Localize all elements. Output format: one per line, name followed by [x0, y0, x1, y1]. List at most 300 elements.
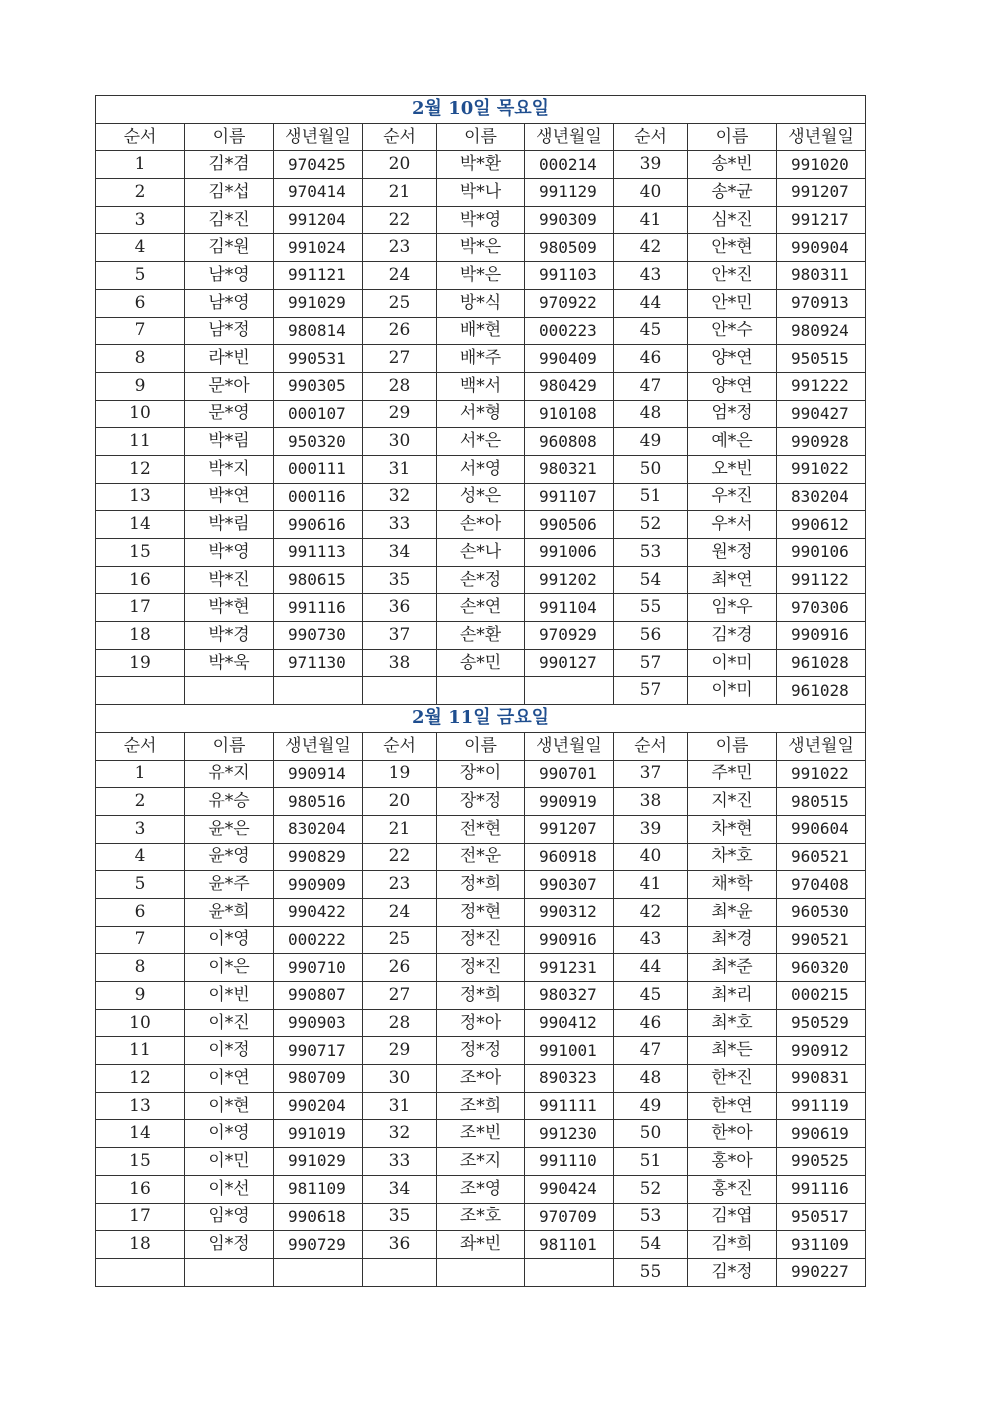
cell-name: 안*민	[688, 289, 777, 317]
cell-order: 8	[96, 954, 185, 982]
cell-order: 5	[96, 262, 185, 290]
cell-name: 남*영	[185, 262, 274, 290]
cell-birthdate: 991113	[274, 539, 363, 567]
column-header-order: 순서	[363, 123, 437, 151]
cell-birthdate: 991024	[274, 234, 363, 262]
cell-birthdate: 980321	[525, 455, 614, 483]
cell-name: 박*영	[437, 206, 525, 234]
cell-birthdate: 960808	[525, 428, 614, 456]
table-row	[96, 649, 866, 677]
cell-order: 2	[96, 788, 185, 816]
cell-order: 32	[363, 483, 437, 511]
cell-birthdate: 961028	[777, 649, 866, 677]
cell-name: 서*영	[437, 455, 525, 483]
cell-order: 19	[96, 649, 185, 677]
cell-birthdate: 991222	[777, 372, 866, 400]
cell-birthdate: 991204	[274, 206, 363, 234]
cell-birthdate: 990928	[777, 428, 866, 456]
table-row	[96, 179, 866, 207]
cell-order: 11	[96, 1037, 185, 1065]
cell-name: 한*진	[688, 1065, 777, 1093]
cell-order: 42	[614, 234, 688, 262]
cell-name: 예*은	[688, 428, 777, 456]
column-header-name: 이름	[437, 123, 525, 151]
cell-birthdate: 931109	[777, 1231, 866, 1259]
cell-birthdate: 990807	[274, 982, 363, 1010]
cell-name: 김*정	[688, 1258, 777, 1286]
cell-birthdate: 830204	[777, 483, 866, 511]
column-header-name: 이름	[185, 123, 274, 151]
cell-birthdate: 970929	[525, 622, 614, 650]
table-row	[96, 566, 866, 594]
cell-name: 임*정	[185, 1231, 274, 1259]
cell-order: 33	[363, 511, 437, 539]
cell-name: 정*희	[437, 982, 525, 1010]
table-row	[96, 1092, 866, 1120]
cell-name: 박*현	[185, 594, 274, 622]
cell-name: 양*연	[688, 372, 777, 400]
cell-name: 방*식	[437, 289, 525, 317]
cell-birthdate: 961028	[777, 677, 866, 705]
cell-order: 10	[96, 400, 185, 428]
cell-order: 3	[96, 206, 185, 234]
cell-name: 김*희	[688, 1231, 777, 1259]
cell-birthdate: 990427	[777, 400, 866, 428]
table-row	[96, 539, 866, 567]
table-row	[96, 262, 866, 290]
cell-name: 조*희	[437, 1092, 525, 1120]
cell-order: 34	[363, 539, 437, 567]
cell-birthdate: 990618	[274, 1203, 363, 1231]
cell-name: 한*연	[688, 1092, 777, 1120]
cell-name: 정*희	[437, 871, 525, 899]
column-header-order: 순서	[363, 732, 437, 760]
cell-order: 44	[614, 954, 688, 982]
cell-name: 차*호	[688, 843, 777, 871]
cell-order: 7	[96, 926, 185, 954]
cell-order: 54	[614, 566, 688, 594]
cell-order: 4	[96, 843, 185, 871]
cell-birthdate: 950517	[777, 1203, 866, 1231]
column-header-birthdate: 생년월일	[525, 123, 614, 151]
cell-birthdate: 000222	[274, 926, 363, 954]
table-row	[96, 677, 866, 705]
cell-birthdate: 990227	[777, 1258, 866, 1286]
cell-order: 15	[96, 539, 185, 567]
cell-order: 48	[614, 400, 688, 428]
cell-order: 12	[96, 455, 185, 483]
cell-birthdate: 981109	[274, 1175, 363, 1203]
cell-birthdate: 991202	[525, 566, 614, 594]
cell-birthdate: 970709	[525, 1203, 614, 1231]
cell-birthdate: 990912	[777, 1037, 866, 1065]
table-row	[96, 1203, 866, 1231]
cell-order: 3	[96, 815, 185, 843]
cell-birthdate: 991103	[525, 262, 614, 290]
cell-birthdate: 910108	[525, 400, 614, 428]
cell-order: 44	[614, 289, 688, 317]
cell-name: 임*영	[185, 1203, 274, 1231]
cell-order: 29	[363, 400, 437, 428]
cell-order: 51	[614, 483, 688, 511]
cell-birthdate: 991129	[525, 179, 614, 207]
cell-birthdate: 970306	[777, 594, 866, 622]
cell-name: 이*정	[185, 1037, 274, 1065]
cell-birthdate: 991006	[525, 539, 614, 567]
cell-order: 38	[363, 649, 437, 677]
cell-order: 17	[96, 594, 185, 622]
section-title-row	[96, 96, 866, 124]
cell-name: 손*정	[437, 566, 525, 594]
cell-name: 정*아	[437, 1009, 525, 1037]
table-row	[96, 1258, 866, 1286]
cell-order: 36	[363, 1231, 437, 1259]
cell-name	[437, 1258, 525, 1286]
cell-name: 박*림	[185, 428, 274, 456]
cell-birthdate: 990506	[525, 511, 614, 539]
column-header-birthdate: 생년월일	[274, 123, 363, 151]
cell-birthdate: 991230	[525, 1120, 614, 1148]
cell-name: 엄*정	[688, 400, 777, 428]
cell-birthdate: 980509	[525, 234, 614, 262]
cell-order: 1	[96, 151, 185, 179]
cell-name	[185, 1258, 274, 1286]
table-row	[96, 760, 866, 788]
cell-birthdate: 950320	[274, 428, 363, 456]
cell-name: 우*서	[688, 511, 777, 539]
cell-name: 조*아	[437, 1065, 525, 1093]
table-row	[96, 455, 866, 483]
cell-order: 27	[363, 982, 437, 1010]
cell-name: 정*현	[437, 898, 525, 926]
cell-name: 유*승	[185, 788, 274, 816]
cell-order: 20	[363, 788, 437, 816]
cell-order: 39	[614, 815, 688, 843]
cell-birthdate: 970913	[777, 289, 866, 317]
cell-birthdate: 990312	[525, 898, 614, 926]
cell-birthdate: 000107	[274, 400, 363, 428]
cell-name: 남*정	[185, 317, 274, 345]
cell-order: 1	[96, 760, 185, 788]
cell-name: 안*현	[688, 234, 777, 262]
cell-order: 16	[96, 1175, 185, 1203]
cell-order: 8	[96, 345, 185, 373]
cell-name: 장*정	[437, 788, 525, 816]
cell-name: 홍*진	[688, 1175, 777, 1203]
cell-name: 손*환	[437, 622, 525, 650]
table-row	[96, 1175, 866, 1203]
cell-order: 7	[96, 317, 185, 345]
table-row	[96, 926, 866, 954]
table-row	[96, 871, 866, 899]
cell-birthdate: 991111	[525, 1092, 614, 1120]
cell-order: 28	[363, 1009, 437, 1037]
table-row	[96, 1009, 866, 1037]
cell-order: 46	[614, 345, 688, 373]
cell-order: 34	[363, 1175, 437, 1203]
cell-birthdate: 990717	[274, 1037, 363, 1065]
cell-name: 우*진	[688, 483, 777, 511]
cell-birthdate: 000214	[525, 151, 614, 179]
cell-name: 장*이	[437, 760, 525, 788]
cell-order	[363, 677, 437, 705]
cell-name: 손*나	[437, 539, 525, 567]
column-header-name: 이름	[437, 732, 525, 760]
cell-order: 25	[363, 289, 437, 317]
cell-name: 양*연	[688, 345, 777, 373]
cell-birthdate: 990127	[525, 649, 614, 677]
cell-birthdate: 991119	[777, 1092, 866, 1120]
cell-birthdate: 991121	[274, 262, 363, 290]
cell-order: 56	[614, 622, 688, 650]
cell-birthdate: 990916	[777, 622, 866, 650]
cell-birthdate: 991207	[777, 179, 866, 207]
cell-birthdate: 830204	[274, 815, 363, 843]
cell-name: 백*서	[437, 372, 525, 400]
cell-birthdate: 990904	[777, 234, 866, 262]
cell-name: 손*아	[437, 511, 525, 539]
cell-name: 오*빈	[688, 455, 777, 483]
cell-order: 18	[96, 622, 185, 650]
cell-name: 주*민	[688, 760, 777, 788]
cell-order: 24	[363, 898, 437, 926]
cell-name: 라*빈	[185, 345, 274, 373]
cell-order: 2	[96, 179, 185, 207]
cell-order: 55	[614, 1258, 688, 1286]
cell-birthdate: 990619	[777, 1120, 866, 1148]
cell-order: 29	[363, 1037, 437, 1065]
table-row	[96, 1148, 866, 1176]
cell-birthdate: 991022	[777, 455, 866, 483]
cell-name: 문*영	[185, 400, 274, 428]
cell-birthdate: 980327	[525, 982, 614, 1010]
table-row	[96, 483, 866, 511]
cell-name: 배*현	[437, 317, 525, 345]
table-row	[96, 594, 866, 622]
cell-order: 46	[614, 1009, 688, 1037]
cell-order: 47	[614, 1037, 688, 1065]
cell-order: 18	[96, 1231, 185, 1259]
cell-birthdate: 990531	[274, 345, 363, 373]
cell-name: 박*지	[185, 455, 274, 483]
cell-birthdate: 980515	[777, 788, 866, 816]
cell-order: 40	[614, 179, 688, 207]
cell-order: 57	[614, 677, 688, 705]
cell-name: 최*든	[688, 1037, 777, 1065]
cell-order: 21	[363, 179, 437, 207]
cell-birthdate	[525, 677, 614, 705]
cell-birthdate	[274, 1258, 363, 1286]
cell-name: 이*현	[185, 1092, 274, 1120]
cell-birthdate: 991116	[777, 1175, 866, 1203]
schedule-table	[95, 95, 866, 1287]
cell-birthdate: 990831	[777, 1065, 866, 1093]
cell-name: 윤*영	[185, 843, 274, 871]
cell-order: 20	[363, 151, 437, 179]
cell-name: 이*은	[185, 954, 274, 982]
cell-name: 김*섭	[185, 179, 274, 207]
schedule-table-body	[96, 96, 866, 1287]
column-header-row	[96, 123, 866, 151]
cell-order: 22	[363, 206, 437, 234]
cell-name: 남*영	[185, 289, 274, 317]
cell-birthdate: 970425	[274, 151, 363, 179]
cell-order: 41	[614, 206, 688, 234]
cell-name	[437, 677, 525, 705]
cell-name: 조*호	[437, 1203, 525, 1231]
cell-name: 서*형	[437, 400, 525, 428]
cell-birthdate: 000111	[274, 455, 363, 483]
cell-birthdate: 960320	[777, 954, 866, 982]
cell-birthdate: 950515	[777, 345, 866, 373]
cell-name: 최*윤	[688, 898, 777, 926]
cell-order: 5	[96, 871, 185, 899]
cell-birthdate: 991107	[525, 483, 614, 511]
cell-birthdate: 990616	[274, 511, 363, 539]
cell-order: 16	[96, 566, 185, 594]
cell-name: 최*경	[688, 926, 777, 954]
cell-order: 37	[614, 760, 688, 788]
cell-order: 24	[363, 262, 437, 290]
cell-birthdate: 991029	[274, 1148, 363, 1176]
table-row	[96, 898, 866, 926]
cell-order: 31	[363, 1092, 437, 1120]
cell-order: 15	[96, 1148, 185, 1176]
cell-name: 원*정	[688, 539, 777, 567]
table-row	[96, 289, 866, 317]
cell-order: 23	[363, 871, 437, 899]
cell-name: 임*우	[688, 594, 777, 622]
cell-birthdate: 990919	[525, 788, 614, 816]
cell-birthdate: 990916	[525, 926, 614, 954]
cell-order: 36	[363, 594, 437, 622]
cell-order	[363, 1258, 437, 1286]
table-row	[96, 1065, 866, 1093]
cell-name: 김*경	[688, 622, 777, 650]
cell-name: 김*진	[185, 206, 274, 234]
cell-name: 박*나	[437, 179, 525, 207]
section-title: 2월 10일 목요일	[96, 96, 866, 124]
cell-name: 윤*희	[185, 898, 274, 926]
cell-birthdate: 990409	[525, 345, 614, 373]
cell-order: 57	[614, 649, 688, 677]
table-row	[96, 372, 866, 400]
table-row	[96, 428, 866, 456]
cell-name: 박*은	[437, 262, 525, 290]
cell-name: 박*은	[437, 234, 525, 262]
cell-name: 박*경	[185, 622, 274, 650]
cell-birthdate: 960918	[525, 843, 614, 871]
cell-birthdate: 991217	[777, 206, 866, 234]
cell-order: 55	[614, 594, 688, 622]
column-header-birthdate: 생년월일	[777, 732, 866, 760]
cell-birthdate: 990412	[525, 1009, 614, 1037]
column-header-birthdate: 생년월일	[525, 732, 614, 760]
cell-name: 박*연	[185, 483, 274, 511]
cell-birthdate: 980709	[274, 1065, 363, 1093]
cell-name: 홍*아	[688, 1148, 777, 1176]
cell-name: 좌*빈	[437, 1231, 525, 1259]
cell-order: 13	[96, 483, 185, 511]
cell-name: 김*엽	[688, 1203, 777, 1231]
cell-order: 35	[363, 1203, 437, 1231]
cell-birthdate: 991231	[525, 954, 614, 982]
cell-birthdate: 990729	[274, 1231, 363, 1259]
cell-name: 성*은	[437, 483, 525, 511]
cell-name: 박*영	[185, 539, 274, 567]
cell-order: 33	[363, 1148, 437, 1176]
cell-order: 37	[363, 622, 437, 650]
column-header-order: 순서	[614, 123, 688, 151]
cell-name: 이*빈	[185, 982, 274, 1010]
cell-birthdate: 970922	[525, 289, 614, 317]
cell-birthdate: 991029	[274, 289, 363, 317]
table-row	[96, 345, 866, 373]
cell-order: 17	[96, 1203, 185, 1231]
cell-order: 27	[363, 345, 437, 373]
cell-birthdate: 990829	[274, 843, 363, 871]
cell-name: 최*호	[688, 1009, 777, 1037]
cell-name: 채*학	[688, 871, 777, 899]
cell-order: 30	[363, 1065, 437, 1093]
cell-order: 51	[614, 1148, 688, 1176]
cell-order: 52	[614, 511, 688, 539]
table-row	[96, 511, 866, 539]
table-row	[96, 788, 866, 816]
cell-order: 26	[363, 954, 437, 982]
cell-birthdate: 980924	[777, 317, 866, 345]
cell-birthdate: 990309	[525, 206, 614, 234]
cell-order: 41	[614, 871, 688, 899]
cell-name: 이*민	[185, 1148, 274, 1176]
table-row	[96, 622, 866, 650]
cell-name: 윤*은	[185, 815, 274, 843]
cell-birthdate: 991104	[525, 594, 614, 622]
cell-order: 52	[614, 1175, 688, 1203]
cell-name: 송*균	[688, 179, 777, 207]
cell-birthdate: 000116	[274, 483, 363, 511]
cell-order: 54	[614, 1231, 688, 1259]
cell-birthdate: 990604	[777, 815, 866, 843]
cell-name: 조*빈	[437, 1120, 525, 1148]
cell-order: 49	[614, 1092, 688, 1120]
table-row	[96, 400, 866, 428]
cell-name: 박*진	[185, 566, 274, 594]
cell-order: 11	[96, 428, 185, 456]
cell-name: 정*진	[437, 926, 525, 954]
cell-order: 23	[363, 234, 437, 262]
cell-order: 21	[363, 815, 437, 843]
cell-birthdate: 971130	[274, 649, 363, 677]
cell-birthdate	[274, 677, 363, 705]
cell-order: 9	[96, 982, 185, 1010]
cell-name: 정*정	[437, 1037, 525, 1065]
cell-birthdate: 890323	[525, 1065, 614, 1093]
cell-birthdate: 990710	[274, 954, 363, 982]
column-header-birthdate: 생년월일	[274, 732, 363, 760]
cell-order: 35	[363, 566, 437, 594]
cell-name: 이*진	[185, 1009, 274, 1037]
cell-birthdate: 991022	[777, 760, 866, 788]
cell-birthdate: 970414	[274, 179, 363, 207]
cell-birthdate: 990612	[777, 511, 866, 539]
cell-order: 13	[96, 1092, 185, 1120]
cell-birthdate: 991110	[525, 1148, 614, 1176]
cell-name: 김*겸	[185, 151, 274, 179]
cell-order: 6	[96, 898, 185, 926]
cell-order: 53	[614, 539, 688, 567]
cell-name: 차*현	[688, 815, 777, 843]
